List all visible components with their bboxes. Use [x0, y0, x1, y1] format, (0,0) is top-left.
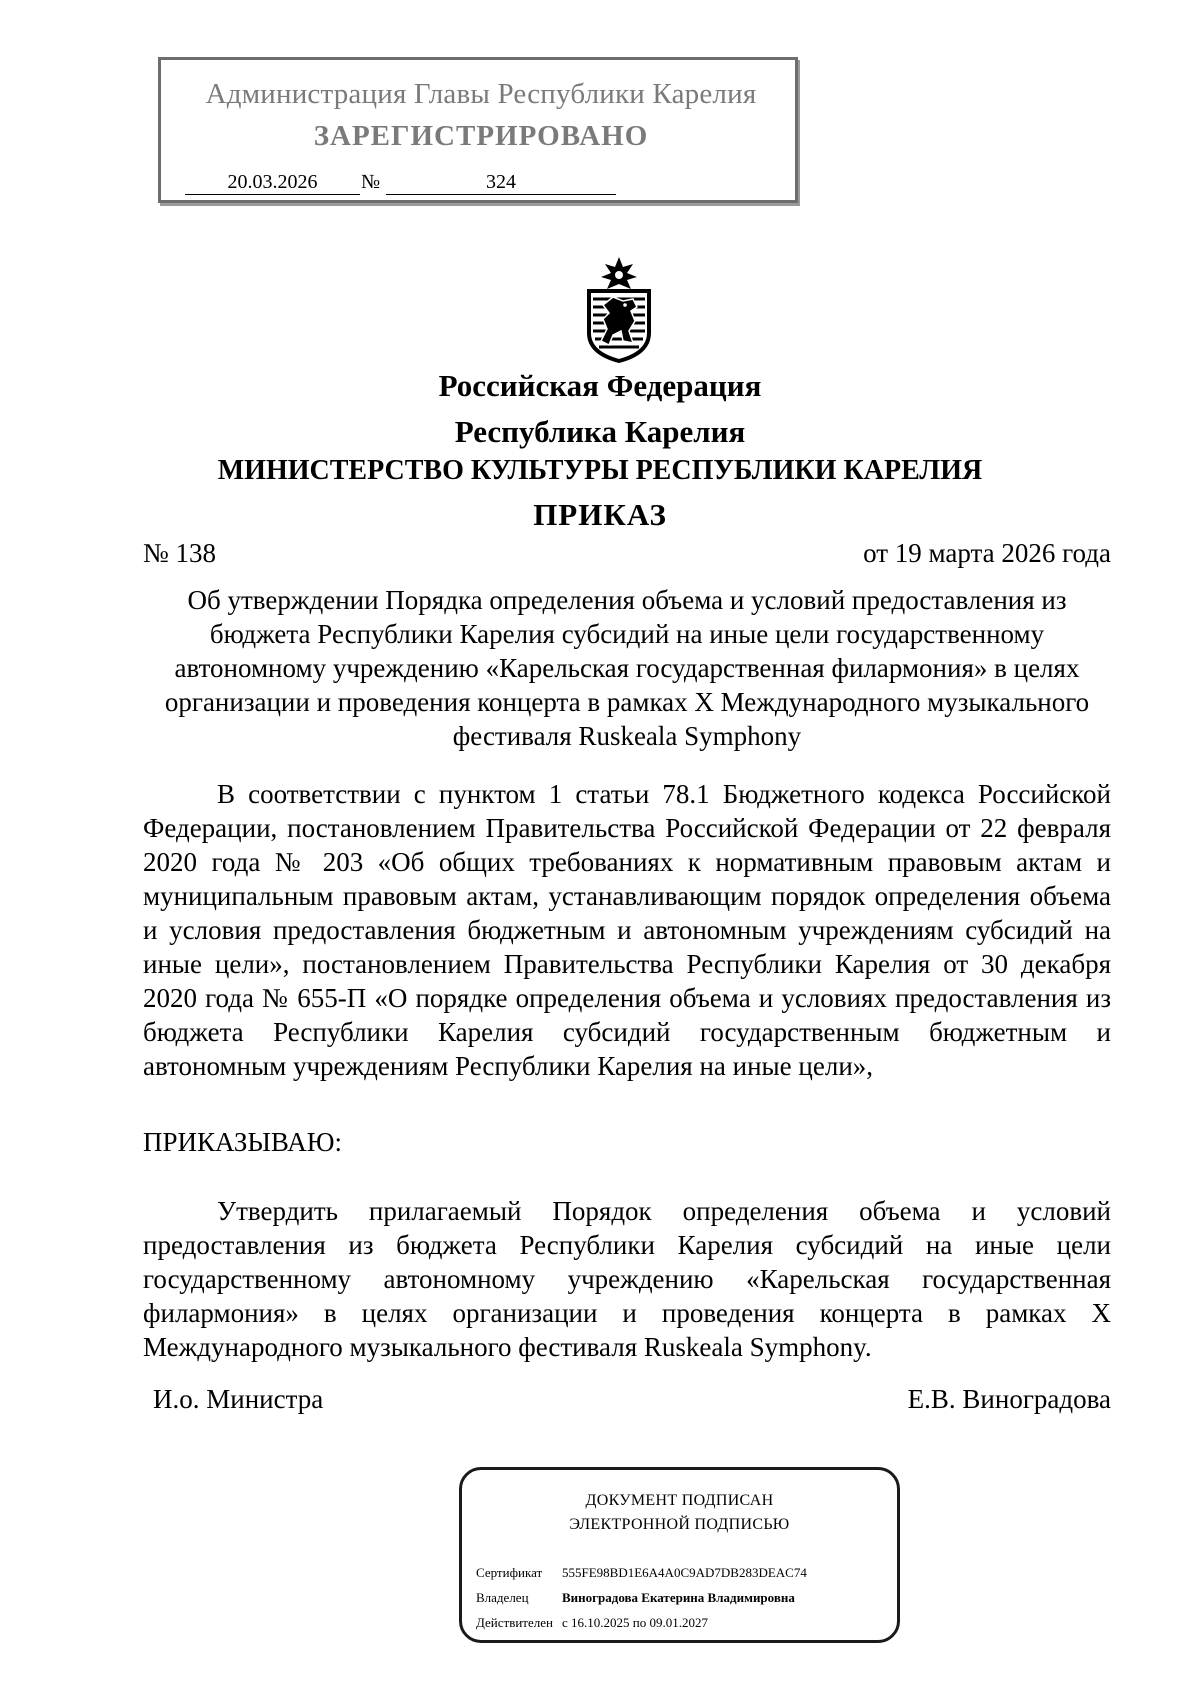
esig-title-line2: ЭЛЕКТРОННОЙ ПОДПИСЬЮ	[569, 1516, 790, 1533]
order-date: от 19 марта 2026 года	[863, 538, 1111, 568]
esig-owner-value: Виноградова Екатерина Владимировна	[562, 1590, 795, 1605]
coat-of-arms-karelia-icon	[583, 255, 655, 363]
document-type: ПРИКАЗ	[533, 497, 667, 532]
registration-number: 324	[386, 170, 616, 195]
order-number: № 138	[143, 538, 217, 568]
esig-certificate-label: Сертификат	[476, 1565, 543, 1580]
esig-title-line1: ДОКУМЕНТ ПОДПИСАН	[585, 1492, 774, 1509]
esig-valid-label: Действителен	[476, 1615, 553, 1630]
header-region: Республика Карелия	[454, 414, 746, 449]
esig-valid-value: с 16.10.2025 по 09.01.2027	[562, 1615, 708, 1630]
resolution-paragraph: Утвердить прилагаемый Порядок определения объема и условий предоставления из бюджета Республики Карелия субсидий на иные цели государственному автономному учреждению «Карельская государственная филармония» в целях организации и проведения концерта в рамках X Международного музыкального фестиваля Ruskeala Symphony.	[143, 1196, 1111, 1362]
registration-authority: Администрация Главы Республики Карелия	[205, 78, 757, 110]
header-country: Российская Федерация	[438, 368, 762, 403]
registration-status: ЗАРЕГИСТРИРОВАНО	[313, 120, 649, 152]
signatory-role: И.о. Министра	[153, 1384, 324, 1414]
document-title: Об утверждении Порядка определения объема и условий предоставления из бюджета Республики Карелия субсидий на иные цели государственному автономному учреждению «Карельская государственная филармония» в целях организации и проведения концерта в рамках X Международного музыкального фестиваля Ruskeala Symphony	[164, 585, 1090, 751]
esig-owner-row	[476, 1590, 795, 1606]
esig-certificate-row	[476, 1565, 807, 1581]
esig-valid-row	[476, 1615, 708, 1631]
preamble-paragraph: В соответствии с пунктом 1 статьи 78.1 Бюджетного кодекса Российской Федерации, постановлением Правительства Российской Федерации от 22 февраля 2020 года № 203 «Об общих требованиях к нормативным правовым актам и муниципальным правовым актам, устанавливающим порядок определения объема и условия предоставления бюджетным и автономным учреждениям субсидий на иные цели», постановлением Правительства Республики Карелия от 30 декабря 2020 года № 655-П «О порядке определения объема и условиях предоставления из бюджета Республики Карелия субсидий государственным бюджетным и автономным учреждениям Республики Карелия на иные цели»,	[143, 779, 1111, 1081]
signatory-name: Е.В. Виноградова	[907, 1384, 1111, 1414]
registration-stamp	[158, 57, 798, 203]
order-word: ПРИКАЗЫВАЮ:	[143, 1127, 342, 1157]
registration-date: 20.03.2026	[185, 170, 360, 195]
electronic-signature-stamp	[459, 1467, 900, 1643]
esig-owner-label: Владелец	[476, 1590, 529, 1605]
registration-number-label: №	[361, 171, 381, 193]
header-ministry: МИНИСТЕРСТВО КУЛЬТУРЫ РЕСПУБЛИКИ КАРЕЛИЯ	[217, 455, 983, 486]
esig-certificate-value: 555FE98BD1E6A4A0C9AD7DB283DEAC74	[562, 1565, 807, 1580]
